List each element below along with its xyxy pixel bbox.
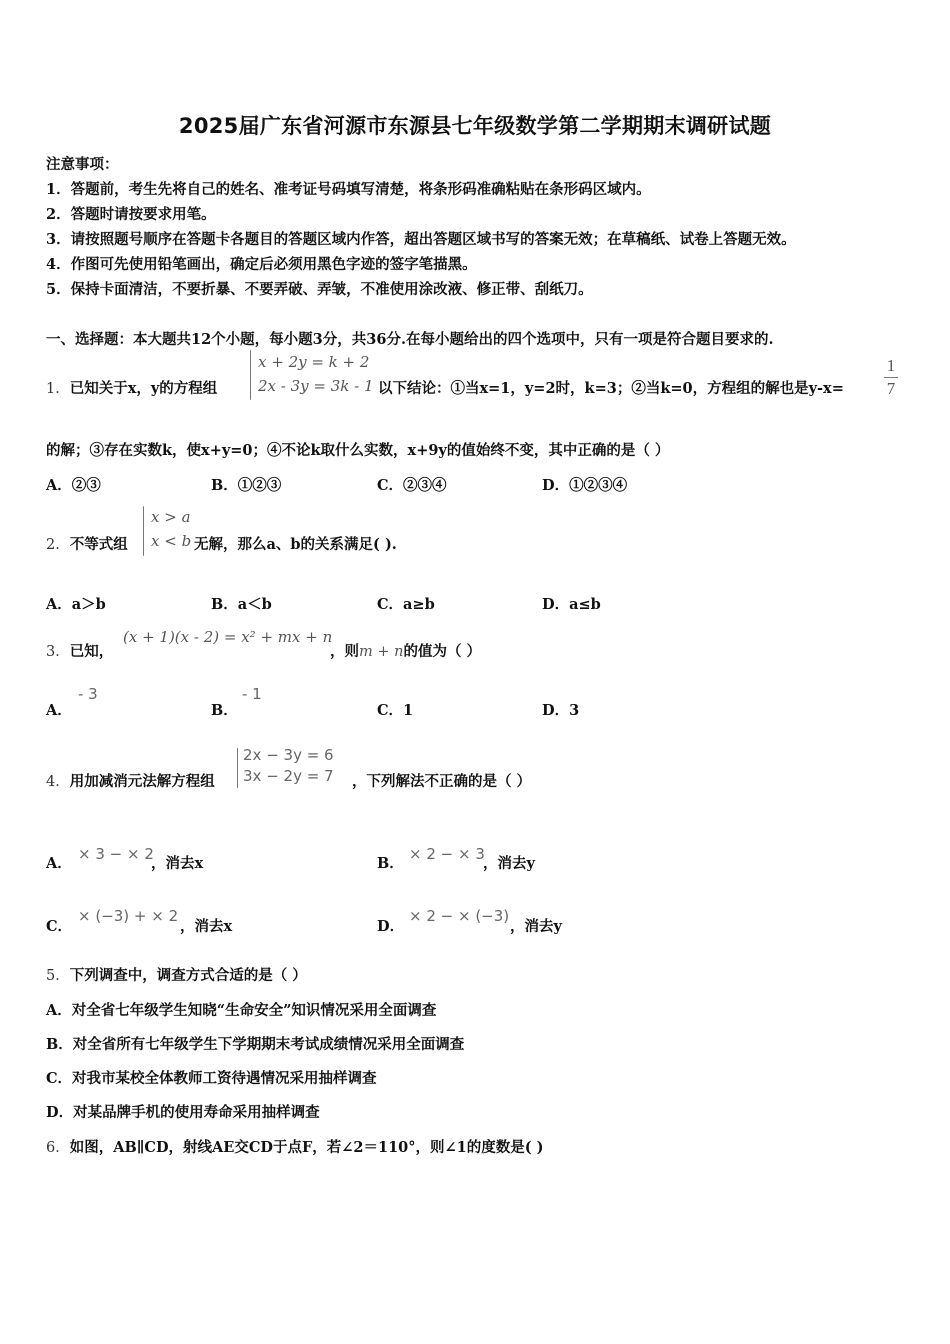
section-heading: 一、选择题：本大题共12个小题，每小题3分，共36分.在每小题给出的四个选项中，只有一项是符合题目要求的. xyxy=(46,331,774,348)
question-text: 下列调查中，调查方式合适的是（ ） xyxy=(69,967,307,984)
option-c: C．a≥b xyxy=(377,596,435,613)
question-number: 6． xyxy=(46,1140,70,1156)
inequality: x < b xyxy=(151,532,192,550)
page-title: 2025届广东省河源市东源县七年级数学第二学期期末调研试题 xyxy=(178,114,772,138)
question-number: 1． xyxy=(46,381,70,397)
notice-item: 1．答题前，考生先将自己的姓名、准考证号码填写清楚，将条形码准确粘贴在条形码区域内。 xyxy=(46,181,651,198)
option-b: B．对全省所有七年级学生下学期期末考试成绩情况采用全面调查 xyxy=(46,1036,465,1053)
option-a: A．a＞b xyxy=(46,596,106,613)
question-text: ，则 xyxy=(330,643,359,660)
option-d-label: D． xyxy=(377,918,405,935)
option-d-text: ，消去y xyxy=(510,918,562,935)
question-text: 用加减消元法解方程组 xyxy=(69,773,215,790)
option-a-value: - 3 xyxy=(78,685,98,703)
notice-item: 2．答题时请按要求用笔。 xyxy=(46,206,216,223)
fraction-numerator: 1 xyxy=(886,356,896,375)
fraction-denominator: 7 xyxy=(886,379,896,398)
option-c xyxy=(377,699,413,720)
equation: x + 2y = k + 2 xyxy=(258,353,370,371)
option-b: B．a＜b xyxy=(211,596,272,613)
inequality-brace xyxy=(143,506,144,556)
question-text: 的值为（ ） xyxy=(403,643,482,660)
option-a-expr: × 3 − × 2 xyxy=(78,845,154,863)
option-d-label: D． xyxy=(542,702,570,719)
notice-heading: 注意事项： xyxy=(46,156,119,173)
option-a: A．对全省七年级学生知晓“生命安全”知识情况采用全面调查 xyxy=(46,1002,437,1019)
option-d: D．a≤b xyxy=(542,596,601,613)
option-a-label: A． xyxy=(46,702,72,719)
question-text: 如图，AB∥CD，射线AE交CD于点F，若∠2＝110°，则∠1的度数是( ) xyxy=(69,1139,544,1156)
math-expression: (x + 1)(x - 2) = x² + mx + n xyxy=(123,628,333,646)
option-b-expr: × 2 − × 3 xyxy=(409,845,485,863)
option-c-text: ，消去x xyxy=(180,918,233,935)
question-text: 已知， xyxy=(69,643,114,660)
option-d: D．①②③④ xyxy=(542,477,628,494)
equation: 2x - 3y = 3k - 1 xyxy=(258,377,374,395)
fraction xyxy=(884,356,898,399)
question-number: 2． xyxy=(46,537,70,553)
equation: 2x − 3y = 6 xyxy=(243,746,334,764)
equation-system xyxy=(243,745,334,787)
question-text: 无解，那么a、b的关系满足( ). xyxy=(194,536,397,553)
question-number: 4． xyxy=(46,774,70,790)
question-6 xyxy=(46,1136,544,1157)
option-c: C．对我市某校全体教师工资待遇情况采用抽样调查 xyxy=(46,1070,377,1087)
expression xyxy=(123,625,332,649)
notice-item: 5．保持卡面清洁，不要折暴、不要弄破、弄皱，不准使用涂改液、修正带、刮纸刀。 xyxy=(46,281,593,298)
question-4 xyxy=(46,770,215,791)
option-d: D．对某品牌手机的使用寿命采用抽样调查 xyxy=(46,1104,320,1121)
option-c-expr: × (−3) + × 2 xyxy=(78,907,179,925)
question-text: 的解；③存在实数k，使x+y=0；④不论k取什么实数，x+9y的值始终不变，其中正确的是（ ） xyxy=(46,442,670,459)
option-b-label: B． xyxy=(377,855,404,872)
question-number: 5． xyxy=(46,968,70,984)
question-text: ，下列解法不正确的是（ ） xyxy=(352,773,532,790)
option-a: A．②③ xyxy=(46,477,101,494)
equation: 3x − 2y = 7 xyxy=(243,767,334,785)
question-1 xyxy=(46,377,217,398)
question-3 xyxy=(46,640,113,661)
question-text: 不等式组 xyxy=(69,536,128,553)
option-b-text: ，消去y xyxy=(483,855,535,872)
option-c-label: C． xyxy=(377,702,404,719)
notice-item: 3．请按照题号顺序在答题卡各题目的答题区域内作答，超出答题区域书写的答案无效；在草稿纸、试卷上答题无效。 xyxy=(46,231,796,248)
question-2 xyxy=(46,533,128,554)
option-a-label: A． xyxy=(46,855,72,872)
question-5 xyxy=(46,964,307,985)
option-c-label: C． xyxy=(46,918,73,935)
question-text: 已知关于x，y的方程组 xyxy=(69,380,218,397)
equation-brace xyxy=(237,748,238,788)
option-b-label: B． xyxy=(211,702,238,719)
notice-item: 4．作图可先使用铅笔画出，确定后必须用黑色字迹的签字笔描黑。 xyxy=(46,256,477,273)
equation-system xyxy=(258,350,374,398)
option-c-value: 1 xyxy=(403,702,414,719)
option-d-expr: × 2 − × (−3) xyxy=(409,907,510,925)
option-b-value: - 1 xyxy=(242,685,262,703)
option-c: C．②③④ xyxy=(377,477,447,494)
option-a-text: ，消去x xyxy=(151,855,204,872)
question-text: 以下结论：①当x=1，y=2时，k=3；②当k=0，方程组的解也是y-x= xyxy=(378,380,844,397)
inequality-system xyxy=(151,505,191,553)
math-expression: m + n xyxy=(359,644,404,660)
fraction-bar xyxy=(884,377,898,378)
question-number: 3． xyxy=(46,644,70,660)
equation-brace xyxy=(250,350,251,400)
option-b: B．①②③ xyxy=(211,477,282,494)
inequality: x > a xyxy=(151,508,191,526)
option-d xyxy=(542,699,579,720)
option-d-value: 3 xyxy=(569,702,580,719)
question-text xyxy=(330,640,481,661)
